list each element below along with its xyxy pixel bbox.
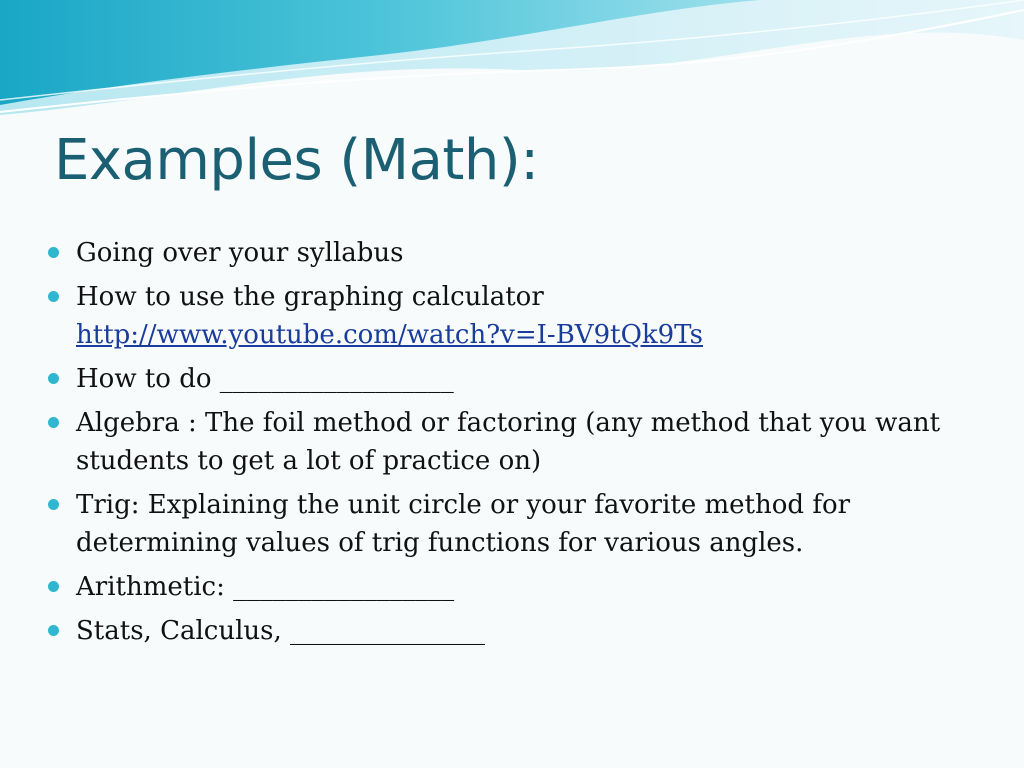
bullet-dot-icon (48, 499, 59, 510)
bullet-text: How to do __________________ (76, 364, 454, 394)
bullet-text: Stats, Calculus, _______________ (76, 616, 486, 646)
bullet-dot-icon (48, 625, 59, 636)
bullet-item-syllabus (48, 234, 998, 272)
bullet-item-arithmetic (48, 568, 998, 606)
youtube-link[interactable]: http://www.youtube.com/watch?v=I-BV9tQk9Ts (76, 320, 703, 350)
bullet-dot-icon (48, 373, 59, 384)
bullet-list (48, 234, 998, 656)
bullet-text: Going over your syllabus (76, 238, 404, 268)
bullet-dot-icon (48, 581, 59, 592)
wave-header-decoration (0, 0, 1024, 140)
bullet-item-graphing-calculator (48, 278, 998, 354)
bullet-dot-icon (48, 417, 59, 428)
bullet-text: Algebra : The foil method or factoring (any method that you want students to get a lot of practice on) (76, 408, 941, 476)
bullet-text: How to use the graphing calculator (76, 282, 544, 312)
bullet-item-how-to-do (48, 360, 998, 398)
bullet-item-trig (48, 486, 998, 562)
bullet-text: Trig: Explaining the unit circle or your favorite method for determining values of trig functions for various angles. (76, 490, 851, 558)
bullet-item-stats-calculus (48, 612, 998, 650)
bullet-text: Arithmetic: _________________ (76, 572, 455, 602)
bullet-item-algebra (48, 404, 998, 480)
bullet-dot-icon (48, 291, 59, 302)
slide-title: Examples (Math): (54, 128, 539, 193)
bullet-dot-icon (48, 247, 59, 258)
